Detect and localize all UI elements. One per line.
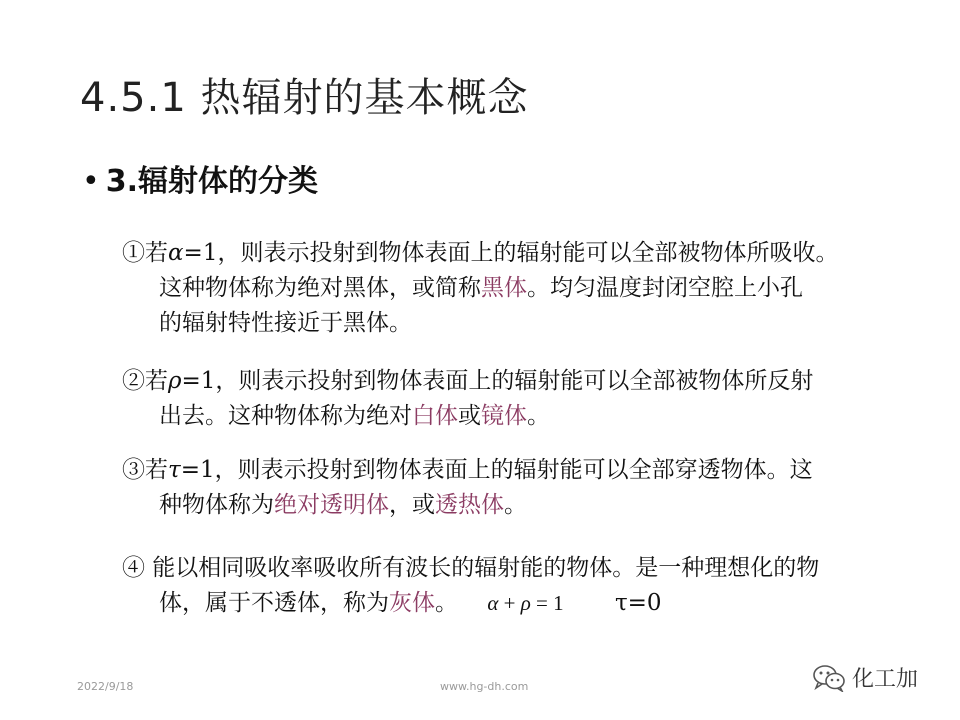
section-heading-text: 3.辐射体的分类 (105, 164, 318, 199)
watermark (812, 662, 918, 693)
term-transparent-body: 绝对透明体 (274, 492, 389, 518)
footer-date: 2022/9/18 (77, 680, 134, 693)
item-3-line-1: ③若τ=1，则表示投射到物体表面上的辐射能可以全部穿透物体。这 (122, 457, 813, 483)
tau-symbol: τ (168, 457, 181, 483)
item-3-line-2: 种物体称为绝对透明体，或透热体。 (159, 492, 527, 518)
slide-title: 4.5.1 热辐射的基本概念 (80, 75, 529, 121)
term-diathermanous-body: 透热体 (435, 492, 504, 518)
alpha-plus-rho-formula: α + ρ = 1 (487, 591, 564, 615)
footer-url: www.hg-dh.com (440, 680, 529, 693)
term-mirrorbody: 镜体 (481, 403, 527, 429)
rho-symbol: ρ (168, 368, 182, 394)
term-graybody: 灰体 (389, 590, 435, 616)
tau-equals-zero: τ=0 (614, 590, 662, 616)
item-graybody (122, 551, 942, 621)
item-1-line-3: 的辐射特性接近于黑体。 (159, 310, 412, 336)
item-4-line-1: ④ 能以相同吸收率吸收所有波长的辐射能的物体。是一种理想化的物 (122, 555, 820, 581)
item-4-line-2: 体，属于不透体，称为灰体。 α + ρ = 1 τ=0 (122, 586, 942, 621)
item-1-line-1: ①若α=1，则表示投射到物体表面上的辐射能可以全部被物体所吸收。 (122, 240, 839, 266)
item-1-line-2: 这种物体称为绝对黑体，或简称黑体。均匀温度封闭空腔上小孔 (159, 275, 803, 301)
term-whitebody: 白体 (412, 403, 458, 429)
item-whitebody (122, 364, 942, 434)
watermark-text: 化工加 (852, 667, 919, 692)
item-2-line-1: ②若ρ=1，则表示投射到物体表面上的辐射能可以全部被物体所反射 (122, 368, 814, 394)
item-blackbody (122, 236, 942, 341)
bullet-icon: • (82, 164, 100, 199)
alpha-symbol: α (168, 240, 184, 266)
item-2-line-2: 出去。这种物体称为绝对白体或镜体。 (159, 403, 550, 429)
term-blackbody: 黑体 (481, 275, 527, 301)
wechat-icon (812, 664, 846, 692)
section-heading (82, 156, 318, 200)
item-transparent-body (122, 453, 942, 523)
